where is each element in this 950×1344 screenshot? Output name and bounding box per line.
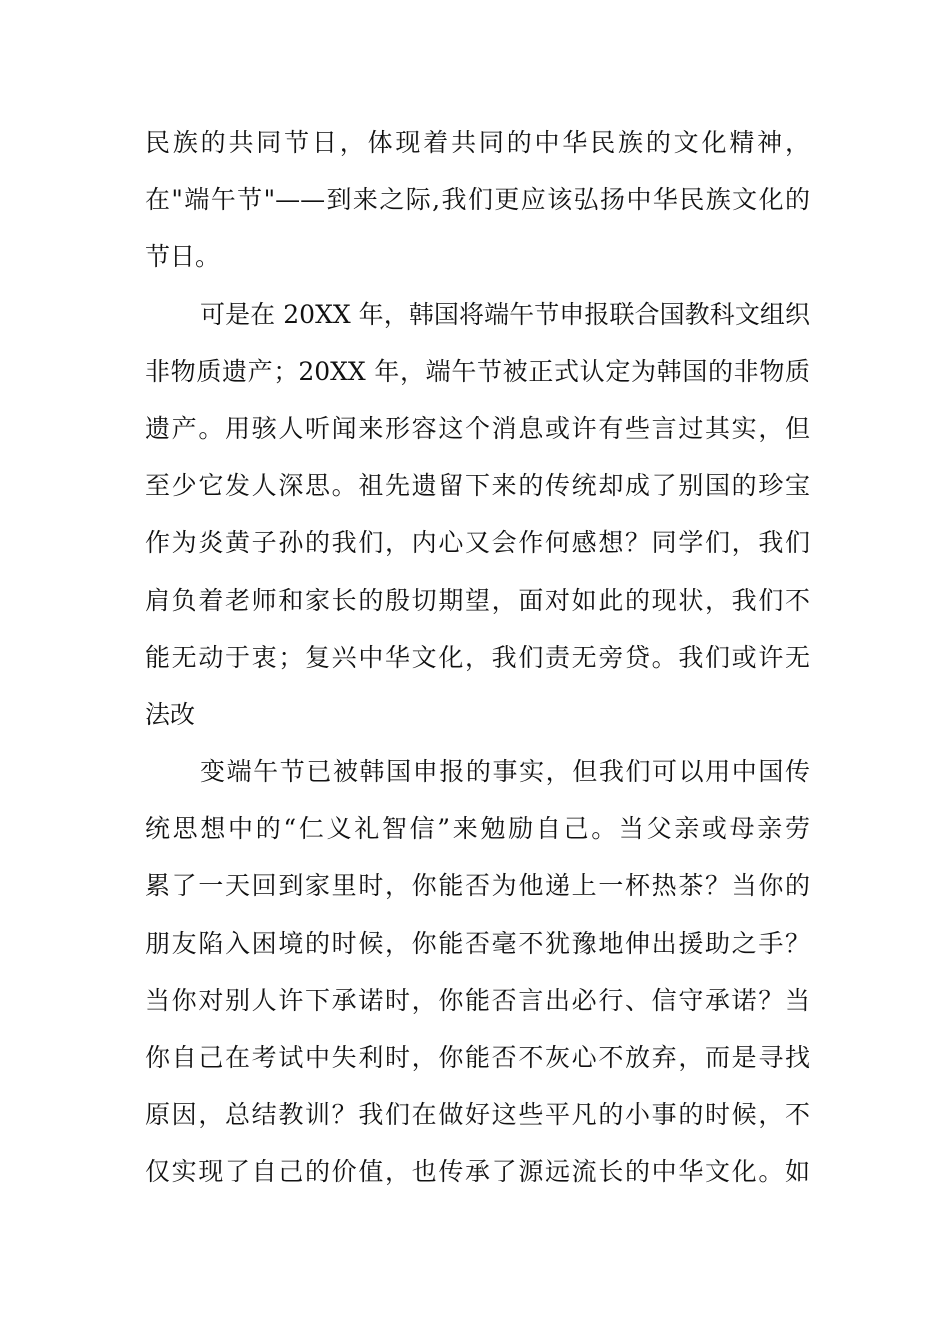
paragraph-2-line-2: 非物质遗产；20XX 年，端午节被正式认定为韩国的非物质 [145,356,810,386]
paragraph-2-line-3: 遗产。用骇人听闻来形容这个消息或许有些言过其实，但 [145,413,810,443]
paragraph-3-line-5: 当你对别人许下承诺时，你能否言出必行、信守承诺？当 [145,985,810,1015]
paragraph-3-line-4: 朋友陷入困境的时候，你能否毫不犹豫地伸出援助之手？ [145,928,810,958]
paragraph-3-line-1: 变端午节已被韩国申报的事实，但我们可以用中国传 [200,757,810,787]
paragraph-2-line-4: 至少它发人深思。祖先遗留下来的传统却成了别国的珍宝 [145,471,810,501]
paragraph-3-line-2: 统思想中的“仁义礼智信”来勉励自己。当父亲或母亲劳 [145,814,810,844]
paragraph-2-line-5: 作为炎黄子孙的我们，内心又会作何感想？同学们，我们 [145,528,810,558]
paragraph-1-line-3: 节日。 [145,242,221,272]
paragraph-2-line-1: 可是在 20XX 年，韩国将端午节申报联合国教科文组织 [200,299,810,329]
paragraph-3-line-8: 仅实现了自己的价值，也传承了源远流长的中华文化。如 [145,1157,810,1187]
paragraph-2-line-6: 肩负着老师和家长的殷切期望，面对如此的现状，我们不 [145,585,810,615]
paragraph-3-line-6: 你自己在考试中失利时，你能否不灰心不放弃，而是寻找 [145,1043,810,1072]
paragraph-3-line-7: 原因，总结教训？我们在做好这些平凡的小事的时候，不 [145,1100,810,1130]
paragraph-1-line-1: 民族的共同节日，体现着共同的中华民族的文化精神， [145,128,810,157]
document-body [145,114,810,1201]
paragraph-3-line-3: 累了一天回到家里时，你能否为他递上一杯热茶？当你的 [145,871,810,901]
paragraph-1-line-2: 在"端午节"——到来之际,我们更应该弘扬中华民族文化的 [145,185,810,215]
paragraph-2-line-7: 能无动于衷；复兴中华文化，我们责无旁贷。我们或许无 [145,642,810,672]
paragraph-2-line-8: 法改 [145,699,196,729]
